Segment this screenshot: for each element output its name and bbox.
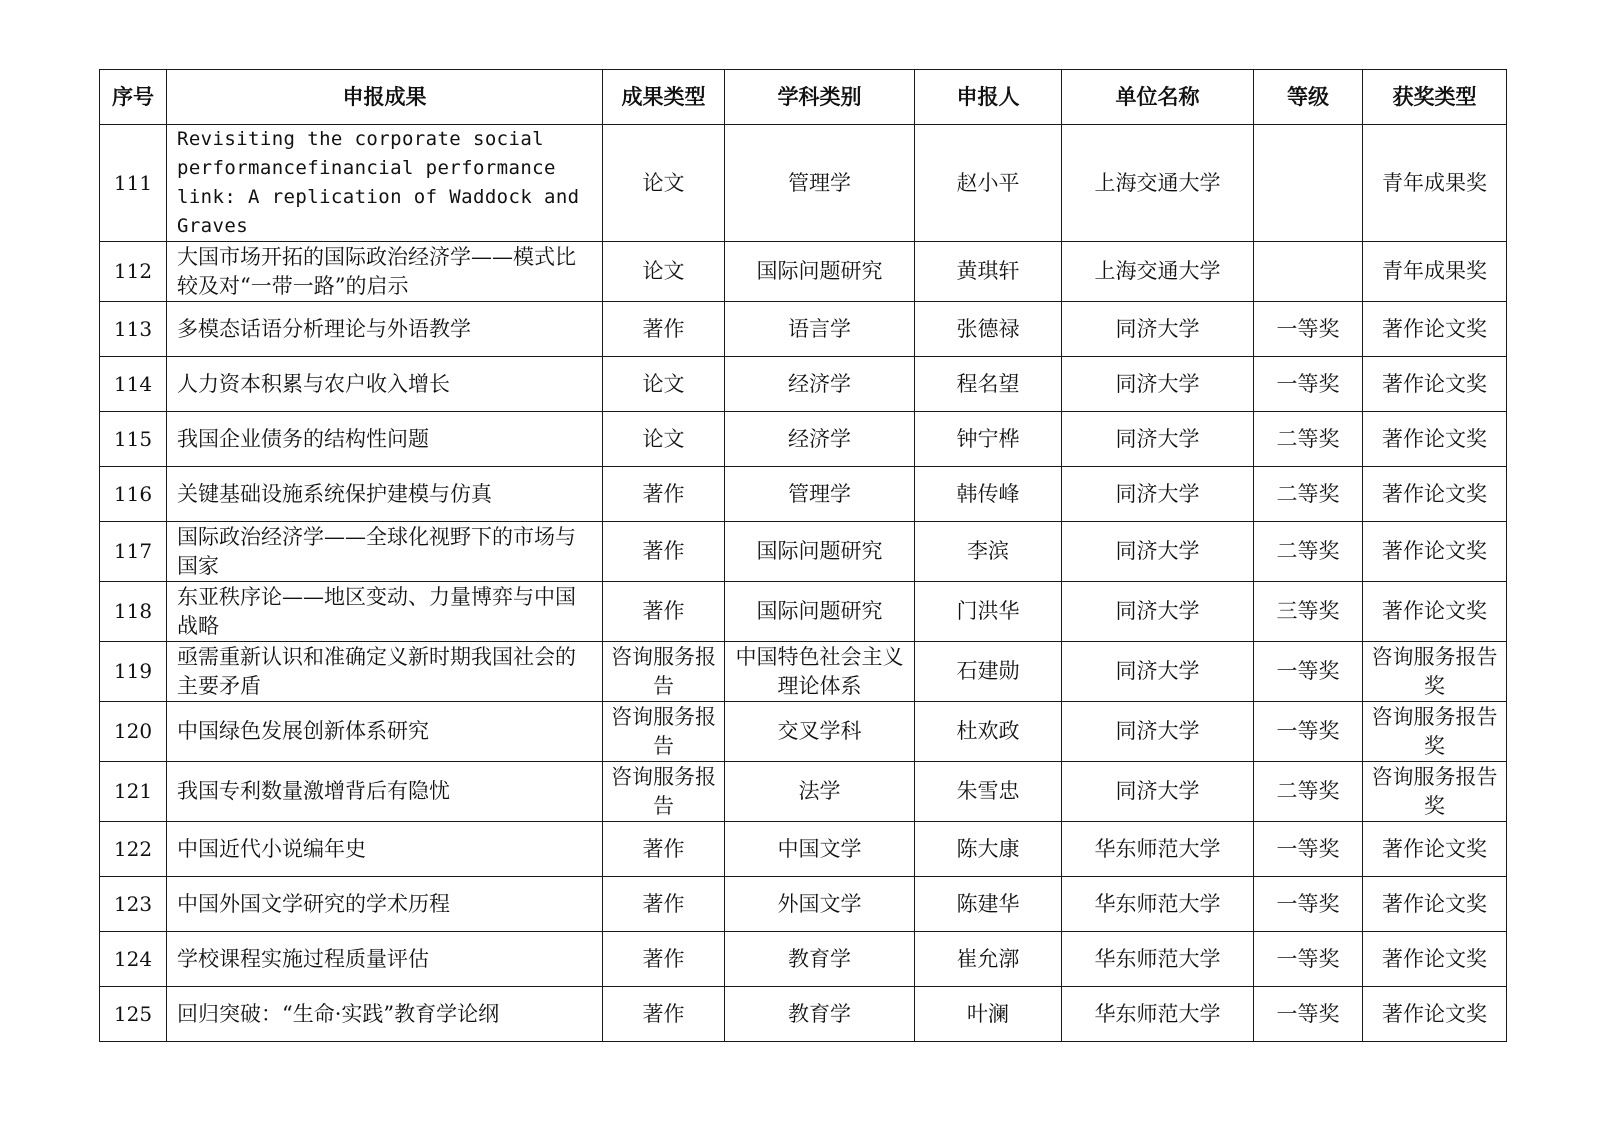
cell-unit: 上海交通大学 [1062, 242, 1254, 302]
cell-title: 人力资本积累与农户收入增长 [167, 357, 603, 412]
cell-applicant: 赵小平 [915, 125, 1062, 242]
cell-award: 著作论文奖 [1363, 987, 1507, 1042]
cell-discipline: 中国文学 [725, 822, 915, 877]
cell-discipline: 教育学 [725, 932, 915, 987]
cell-applicant: 朱雪忠 [915, 762, 1062, 822]
cell-type: 著作 [603, 302, 725, 357]
cell-grade: 一等奖 [1254, 302, 1363, 357]
cell-applicant: 叶澜 [915, 987, 1062, 1042]
cell-award: 著作论文奖 [1363, 932, 1507, 987]
table-row [100, 762, 1507, 822]
header-applicant: 申报人 [915, 70, 1062, 125]
cell-discipline: 国际问题研究 [725, 522, 915, 582]
table-row [100, 702, 1507, 762]
table-row [100, 582, 1507, 642]
cell-grade: 一等奖 [1254, 702, 1363, 762]
cell-type: 咨询服务报告 [603, 702, 725, 762]
table-row [100, 932, 1507, 987]
cell-award: 青年成果奖 [1363, 125, 1507, 242]
header-no: 序号 [100, 70, 167, 125]
cell-type: 著作 [603, 582, 725, 642]
cell-discipline: 管理学 [725, 125, 915, 242]
cell-unit: 华东师范大学 [1062, 987, 1254, 1042]
cell-applicant: 崔允漷 [915, 932, 1062, 987]
cell-title: Revisiting the corporate social performancefinancial performance link: A replication of Waddock and Graves [167, 125, 603, 242]
cell-no: 120 [100, 702, 167, 762]
cell-applicant: 钟宁桦 [915, 412, 1062, 467]
cell-award: 著作论文奖 [1363, 582, 1507, 642]
cell-type: 著作 [603, 877, 725, 932]
cell-unit: 上海交通大学 [1062, 125, 1254, 242]
cell-type: 著作 [603, 822, 725, 877]
cell-no: 125 [100, 987, 167, 1042]
cell-no: 116 [100, 467, 167, 522]
cell-no: 111 [100, 125, 167, 242]
cell-grade: 一等奖 [1254, 932, 1363, 987]
cell-unit: 同济大学 [1062, 762, 1254, 822]
cell-unit: 同济大学 [1062, 642, 1254, 702]
header-row [100, 70, 1507, 125]
cell-unit: 同济大学 [1062, 467, 1254, 522]
cell-type: 咨询服务报告 [603, 762, 725, 822]
cell-award: 著作论文奖 [1363, 357, 1507, 412]
cell-discipline: 语言学 [725, 302, 915, 357]
cell-award: 著作论文奖 [1363, 302, 1507, 357]
cell-no: 113 [100, 302, 167, 357]
cell-unit: 同济大学 [1062, 302, 1254, 357]
cell-unit: 同济大学 [1062, 412, 1254, 467]
cell-no: 114 [100, 357, 167, 412]
cell-discipline: 外国文学 [725, 877, 915, 932]
cell-title: 回归突破：“生命·实践”教育学论纲 [167, 987, 603, 1042]
cell-applicant: 李滨 [915, 522, 1062, 582]
cell-grade: 三等奖 [1254, 582, 1363, 642]
cell-award: 著作论文奖 [1363, 467, 1507, 522]
cell-type: 论文 [603, 242, 725, 302]
cell-no: 121 [100, 762, 167, 822]
cell-no: 123 [100, 877, 167, 932]
table-row [100, 987, 1507, 1042]
cell-unit: 同济大学 [1062, 582, 1254, 642]
cell-grade: 一等奖 [1254, 987, 1363, 1042]
cell-grade: 二等奖 [1254, 412, 1363, 467]
cell-title: 亟需重新认识和准确定义新时期我国社会的主要矛盾 [167, 642, 603, 702]
cell-award: 青年成果奖 [1363, 242, 1507, 302]
table-row [100, 302, 1507, 357]
table-row [100, 242, 1507, 302]
cell-applicant: 程名望 [915, 357, 1062, 412]
table-row [100, 125, 1507, 242]
table-row [100, 467, 1507, 522]
cell-type: 著作 [603, 522, 725, 582]
cell-applicant: 黄琪轩 [915, 242, 1062, 302]
cell-no: 117 [100, 522, 167, 582]
cell-grade [1254, 125, 1363, 242]
table-row [100, 822, 1507, 877]
table-row [100, 522, 1507, 582]
header-discipline: 学科类别 [725, 70, 915, 125]
cell-grade: 一等奖 [1254, 642, 1363, 702]
cell-applicant: 门洪华 [915, 582, 1062, 642]
cell-grade: 二等奖 [1254, 522, 1363, 582]
cell-title: 我国专利数量激增背后有隐忧 [167, 762, 603, 822]
cell-applicant: 张德禄 [915, 302, 1062, 357]
awards-table [99, 69, 1507, 1042]
cell-no: 118 [100, 582, 167, 642]
cell-title: 国际政治经济学——全球化视野下的市场与国家 [167, 522, 603, 582]
cell-discipline: 中国特色社会主义理论体系 [725, 642, 915, 702]
cell-applicant: 陈大康 [915, 822, 1062, 877]
cell-award: 著作论文奖 [1363, 877, 1507, 932]
cell-grade [1254, 242, 1363, 302]
header-grade: 等级 [1254, 70, 1363, 125]
header-title: 申报成果 [167, 70, 603, 125]
cell-type: 论文 [603, 125, 725, 242]
cell-award: 咨询服务报告奖 [1363, 642, 1507, 702]
cell-type: 著作 [603, 467, 725, 522]
cell-award: 著作论文奖 [1363, 412, 1507, 467]
cell-discipline: 交叉学科 [725, 702, 915, 762]
cell-discipline: 国际问题研究 [725, 582, 915, 642]
table-row [100, 412, 1507, 467]
cell-unit: 同济大学 [1062, 357, 1254, 412]
table-row [100, 877, 1507, 932]
cell-no: 124 [100, 932, 167, 987]
cell-award: 咨询服务报告奖 [1363, 762, 1507, 822]
header-type: 成果类型 [603, 70, 725, 125]
cell-discipline: 国际问题研究 [725, 242, 915, 302]
cell-discipline: 教育学 [725, 987, 915, 1042]
cell-grade: 二等奖 [1254, 762, 1363, 822]
cell-title: 大国市场开拓的国际政治经济学——模式比较及对“一带一路”的启示 [167, 242, 603, 302]
cell-title: 东亚秩序论——地区变动、力量博弈与中国战略 [167, 582, 603, 642]
cell-applicant: 石建勋 [915, 642, 1062, 702]
header-award: 获奖类型 [1363, 70, 1507, 125]
cell-title: 中国外国文学研究的学术历程 [167, 877, 603, 932]
cell-discipline: 法学 [725, 762, 915, 822]
cell-type: 咨询服务报告 [603, 642, 725, 702]
table-row [100, 357, 1507, 412]
cell-type: 论文 [603, 412, 725, 467]
cell-title: 我国企业债务的结构性问题 [167, 412, 603, 467]
cell-title: 关键基础设施系统保护建模与仿真 [167, 467, 603, 522]
cell-award: 著作论文奖 [1363, 822, 1507, 877]
cell-unit: 华东师范大学 [1062, 822, 1254, 877]
cell-grade: 一等奖 [1254, 822, 1363, 877]
cell-type: 论文 [603, 357, 725, 412]
cell-unit: 华东师范大学 [1062, 877, 1254, 932]
cell-discipline: 经济学 [725, 357, 915, 412]
cell-no: 112 [100, 242, 167, 302]
cell-title: 中国绿色发展创新体系研究 [167, 702, 603, 762]
cell-applicant: 陈建华 [915, 877, 1062, 932]
cell-type: 著作 [603, 987, 725, 1042]
cell-no: 122 [100, 822, 167, 877]
cell-award: 著作论文奖 [1363, 522, 1507, 582]
cell-type: 著作 [603, 932, 725, 987]
cell-unit: 同济大学 [1062, 702, 1254, 762]
cell-no: 119 [100, 642, 167, 702]
cell-title: 中国近代小说编年史 [167, 822, 603, 877]
cell-title: 学校课程实施过程质量评估 [167, 932, 603, 987]
cell-discipline: 经济学 [725, 412, 915, 467]
cell-applicant: 韩传峰 [915, 467, 1062, 522]
cell-no: 115 [100, 412, 167, 467]
cell-applicant: 杜欢政 [915, 702, 1062, 762]
cell-title: 多模态话语分析理论与外语教学 [167, 302, 603, 357]
cell-grade: 一等奖 [1254, 877, 1363, 932]
table-row [100, 642, 1507, 702]
cell-grade: 一等奖 [1254, 357, 1363, 412]
cell-unit: 同济大学 [1062, 522, 1254, 582]
cell-unit: 华东师范大学 [1062, 932, 1254, 987]
cell-award: 咨询服务报告奖 [1363, 702, 1507, 762]
cell-grade: 二等奖 [1254, 467, 1363, 522]
header-unit: 单位名称 [1062, 70, 1254, 125]
cell-discipline: 管理学 [725, 467, 915, 522]
